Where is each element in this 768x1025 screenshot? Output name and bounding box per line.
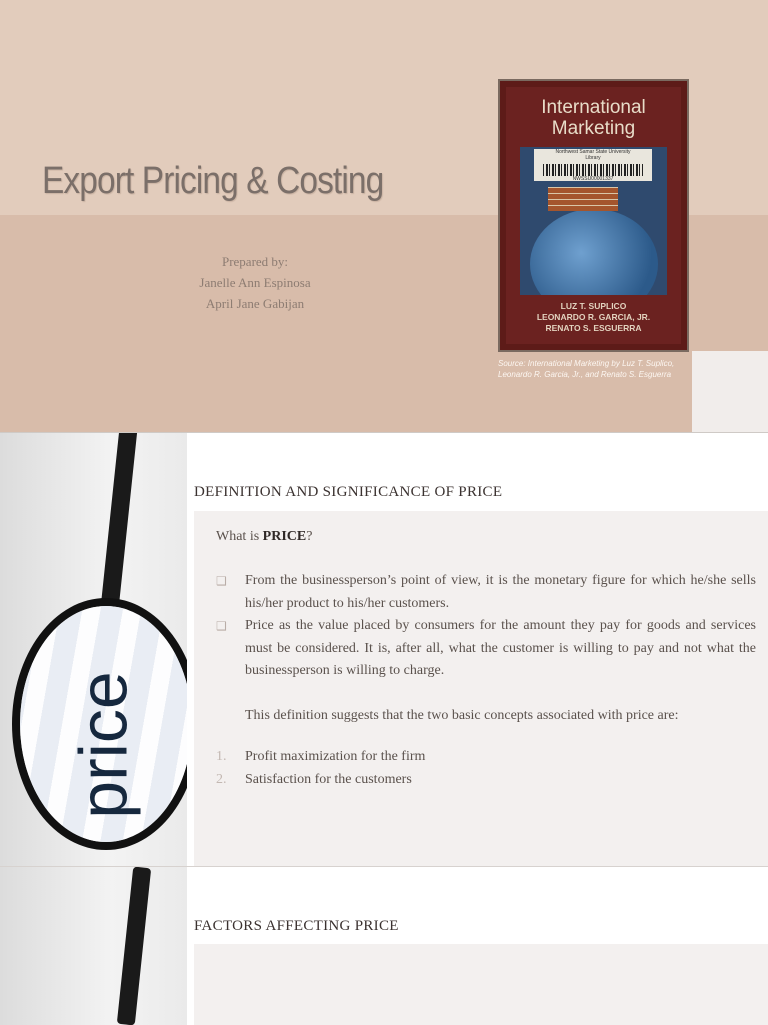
item-text: Satisfaction for the customers	[245, 771, 412, 787]
book-title-line2: Marketing	[551, 118, 636, 139]
magnifier-image	[0, 433, 187, 866]
question-prefix: What is	[216, 529, 263, 544]
book-author-2: LEONARDO R. GARCIA, JR.	[536, 312, 651, 322]
bullet-text: Price as the value placed by consumers for the amount they pay for goods and services must be considered. It is, after all, what the customer is willing to pay and not what the businessperson is willing to charge.	[245, 618, 756, 678]
content-box	[194, 511, 768, 866]
list-item	[216, 746, 425, 769]
prepared-label: Prepared by:	[221, 254, 289, 269]
list-item	[216, 615, 756, 683]
list-item	[216, 570, 756, 615]
author-2: April Jane Gabijan	[205, 296, 305, 311]
item-text: Profit maximization for the firm	[245, 749, 426, 764]
book-author-3: RENATO S. ESGUERRA	[545, 323, 642, 333]
bullet-text: From the businessperson’s point of view, it is the monetary figure for which he/she sells his/her product to his/her customers.	[245, 573, 756, 611]
book-cover	[506, 87, 681, 344]
magnifier-handle	[117, 867, 151, 1025]
question-suffix: ?	[306, 529, 313, 544]
sticker-line1: Northwest Samar State University	[555, 149, 631, 155]
presentation-title: Export Pricing & Costing	[42, 160, 384, 202]
book-author-1: LUZ T. SUPLICO	[560, 301, 627, 311]
list-item	[216, 769, 425, 792]
book-art	[520, 147, 667, 295]
content-box	[194, 944, 768, 1025]
slide-title: DEFINITION AND SIGNIFICANCE OF PRICE	[194, 484, 503, 500]
prepared-by	[180, 251, 330, 314]
sticker-code: NWSSU00001337	[572, 176, 614, 182]
lens-word: price	[65, 671, 142, 819]
title-slide	[0, 0, 768, 432]
book-title-line1: International	[541, 97, 646, 118]
magnifier-image	[0, 867, 187, 1025]
question-text	[216, 526, 312, 549]
book-cover-image	[498, 79, 689, 352]
item-number: 1.	[216, 749, 227, 764]
bricks-graphic	[548, 187, 618, 211]
bullet-list	[216, 570, 756, 683]
author-1: Janelle Ann Espinosa	[199, 275, 311, 290]
checkbox-bullet-icon: ❑	[216, 619, 227, 633]
magnifier-lens	[12, 598, 187, 850]
globe-icon	[530, 209, 658, 295]
book-authors	[506, 301, 681, 334]
corner-block	[692, 351, 768, 432]
sticker-line2: Library	[585, 155, 601, 161]
question-bold: PRICE	[262, 529, 307, 544]
barcode-icon	[543, 164, 643, 176]
definition-slide	[0, 433, 768, 866]
numbered-list	[216, 746, 425, 791]
source-caption: Source: International Marketing by Luz T. Suplico, Leonardo R. Garcia, Jr., and Renato S. Esguerra	[498, 359, 675, 379]
book-title	[506, 97, 681, 139]
factors-slide	[0, 866, 768, 1025]
definition-note: This definition suggests that the two basic concepts associated with price are:	[245, 708, 679, 723]
item-number: 2.	[216, 771, 227, 787]
magnifier-handle	[100, 433, 138, 614]
library-sticker	[534, 149, 652, 181]
slide-title: FACTORS AFFECTING PRICE	[194, 918, 399, 934]
checkbox-bullet-icon: ❑	[216, 574, 227, 588]
